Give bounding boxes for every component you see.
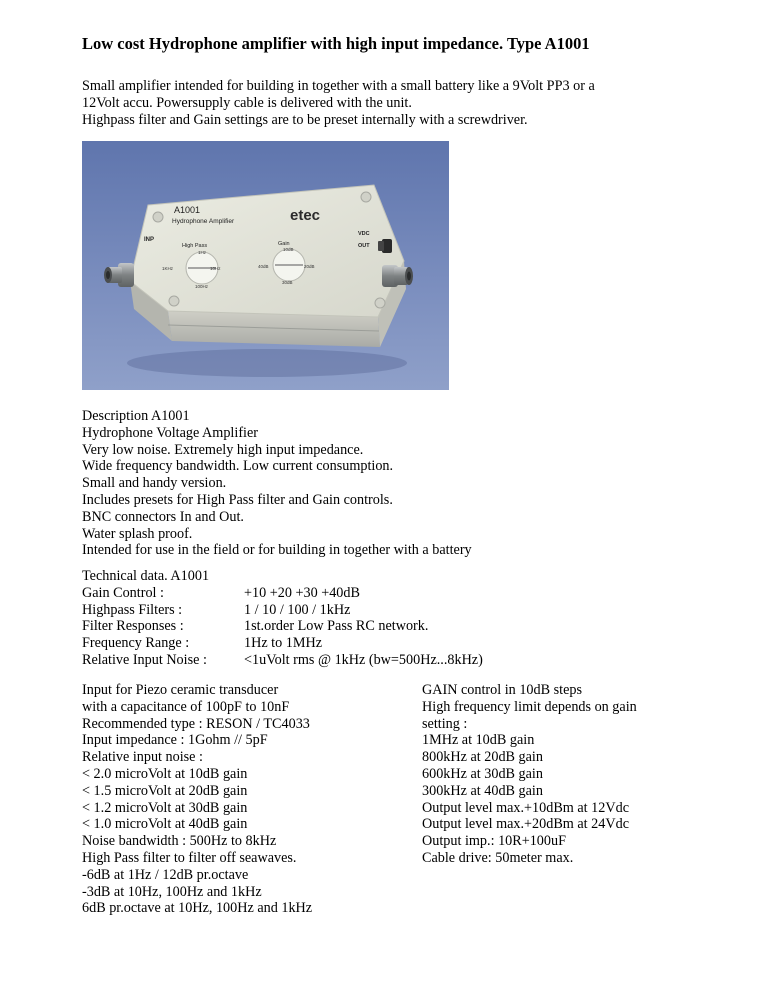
- description-line: Water splash proof.: [82, 525, 193, 542]
- spec-label: Gain Control :: [82, 584, 164, 601]
- description-line: Very low noise. Extremely high input impedance.: [82, 441, 364, 458]
- spec-label: Relative Input Noise :: [82, 651, 207, 668]
- page-title: Low cost Hydrophone amplifier with high input impedance. Type A1001: [82, 34, 590, 53]
- inp-label: INP: [144, 237, 155, 243]
- description-line: Wide frequency bandwidth. Low current consumption.: [82, 458, 394, 475]
- spec-row: [82, 618, 483, 635]
- gain-spec-line: 300kHz at 40dB gain: [422, 782, 543, 799]
- gain-spec-line: Output level max.+10dBm at 12Vdc: [422, 799, 629, 816]
- hp-setting-1hz: 1Hz: [198, 250, 207, 255]
- gain-spec-line: Output imp.: 10R+100uF: [422, 833, 566, 850]
- gain-spec-line: High frequency limit depends on gain: [422, 698, 637, 715]
- hp-setting-100hz: 100Hz: [195, 284, 209, 289]
- output-bnc-connector: [382, 265, 413, 287]
- power-cable-grommet: [378, 239, 392, 253]
- input-spec-line: < 1.2 microVolt at 30dB gain: [82, 799, 248, 816]
- spec-row: [82, 585, 483, 602]
- gain-spec-line: 600kHz at 30dB gain: [422, 765, 543, 782]
- description-line: Small and handy version.: [82, 475, 227, 492]
- intro-paragraph: [82, 78, 702, 128]
- input-spec-line: Recommended type : RESON / TC4033: [82, 715, 310, 732]
- spec-value: <1uVolt rms @ 1kHz (bw=500Hz...8kHz): [244, 651, 483, 668]
- description-line: Description A1001: [82, 408, 190, 424]
- input-spec-line: Relative input noise :: [82, 749, 203, 766]
- input-spec-line: Noise bandwidth : 500Hz to 8kHz: [82, 833, 277, 850]
- input-spec-line: -3dB at 10Hz, 100Hz and 1kHz: [82, 883, 262, 900]
- input-spec-line: < 1.0 microVolt at 40dB gain: [82, 816, 248, 833]
- gain-spec-line: Output level max.+20dBm at 24Vdc: [422, 816, 629, 833]
- input-spec-line: with a capacitance of 100pF to 10nF: [82, 698, 290, 715]
- input-specs-column: [82, 682, 312, 917]
- gain-spec-line: 1MHz at 10dB gain: [422, 732, 535, 749]
- amplifier-illustration: [82, 141, 449, 390]
- spec-label: Highpass Filters :: [82, 601, 183, 618]
- input-spec-line: High Pass filter to filter off seawaves.: [82, 849, 297, 866]
- spec-value: 1 / 10 / 100 / 1kHz: [244, 601, 351, 618]
- gain-label: Gain: [278, 241, 290, 247]
- model-label: A1001: [174, 205, 201, 215]
- spec-label: Frequency Range :: [82, 635, 190, 652]
- description-line: Includes presets for High Pass filter and Gain controls.: [82, 491, 393, 508]
- gain-specs-column: [422, 682, 637, 867]
- spec-row: [82, 635, 483, 652]
- input-spec-line: -6dB at 1Hz / 12dB pr.octave: [82, 866, 249, 883]
- spec-value: 1st.order Low Pass RC network.: [244, 618, 429, 635]
- input-spec-line: < 1.5 microVolt at 20dB gain: [82, 782, 248, 799]
- description-section: [82, 408, 472, 559]
- spec-value: +10 +20 +30 +40dB: [244, 584, 360, 601]
- input-spec-line: Input for Piezo ceramic transducer: [82, 682, 279, 698]
- description-line: Hydrophone Voltage Amplifier: [82, 424, 259, 441]
- subtitle-label: Hydrophone Amplifier: [172, 218, 235, 225]
- spec-label: Filter Responses :: [82, 618, 184, 635]
- gain-setting-40db: 40dB: [258, 264, 269, 269]
- intro-line: Small amplifier intended for building in together with a small battery like a 9Volt PP3 or a: [82, 78, 595, 94]
- product-photo: [82, 141, 449, 390]
- input-spec-line: < 2.0 microVolt at 10dB gain: [82, 765, 248, 782]
- hp-setting-1khz: 1KHz: [162, 266, 174, 271]
- gain-setting-20db: 20dB: [304, 264, 315, 269]
- spec-value: 1Hz to 1MHz: [244, 635, 323, 652]
- gain-spec-line: 800kHz at 20dB gain: [422, 749, 543, 766]
- highpass-label: High Pass: [182, 243, 208, 249]
- intro-line: Highpass filter and Gain settings are to be preset internally with a screwdriver.: [82, 111, 528, 128]
- gain-setting-10db: 10dB: [283, 247, 294, 252]
- input-spec-line: Input impedance : 1Gohm // 5pF: [82, 732, 268, 749]
- vdc-label: VDC: [358, 231, 370, 237]
- description-line: Intended for use in the field or for building in together with a battery: [82, 542, 472, 559]
- technical-data-section: [82, 568, 483, 669]
- technical-heading: Technical data. A1001: [82, 568, 210, 584]
- out-label: OUT: [358, 243, 370, 249]
- gain-spec-line: setting :: [422, 715, 468, 732]
- gain-spec-line: GAIN control in 10dB steps: [422, 682, 582, 698]
- gain-spec-line: Cable drive: 50meter max.: [422, 849, 574, 866]
- spec-row: [82, 652, 483, 669]
- input-spec-line: 6dB pr.octave at 10Hz, 100Hz and 1kHz: [82, 900, 313, 917]
- intro-line: 12Volt accu. Powersupply cable is delivered with the unit.: [82, 94, 412, 111]
- spec-row: [82, 602, 483, 619]
- brand-logo: etec: [290, 207, 321, 224]
- gain-setting-30db: 30dB: [282, 280, 293, 285]
- description-line: BNC connectors In and Out.: [82, 508, 244, 525]
- hp-setting-10hz: 10Hz: [210, 266, 221, 271]
